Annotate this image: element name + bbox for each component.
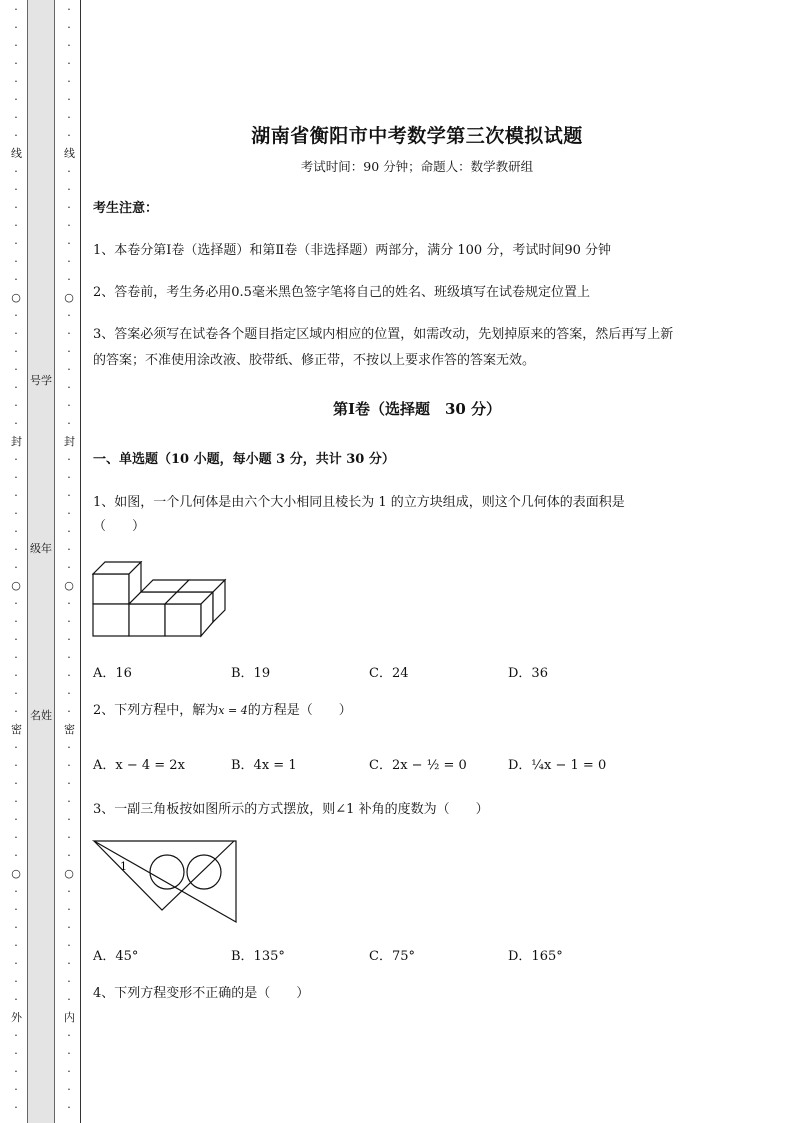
binding-dot: · [67,543,71,556]
binding-dot: · [67,255,71,268]
binding-dot: · [14,921,18,934]
binding-dot: · [67,921,71,934]
binding-dot: · [67,741,71,754]
binding-dot: · [14,219,18,232]
binding-dot: · [67,381,71,394]
binding-dot: · [67,75,71,88]
binding-dot: · [14,525,18,538]
binding-dot: · [14,813,18,826]
binding-dot: · [67,1047,71,1060]
binding-dot: · [67,525,71,538]
binding-dot: · [14,129,18,142]
q1-option-b[interactable]: B．19 [231,666,271,681]
q1-option-d[interactable]: D．36 [508,666,548,681]
binding-dot: · [14,381,18,394]
binding-mark: ○ [64,867,74,880]
binding-dot: · [14,687,18,700]
binding-dot: · [67,345,71,358]
binding-dot: · [14,489,18,502]
binding-dot: · [14,57,18,70]
binding-dot: · [67,1083,71,1096]
binding-dot: · [67,39,71,52]
binding-dot: · [14,273,18,286]
binding-dot: · [14,777,18,790]
binding-dot: · [67,795,71,808]
binding-dot: · [14,1029,18,1042]
binding-dot: · [14,633,18,646]
binding-dot: · [67,237,71,250]
binding-dot: · [14,543,18,556]
binding-dot: · [14,201,18,214]
q3-option-d[interactable]: D．165° [508,949,563,964]
binding-mark: ○ [64,291,74,304]
notice-item-3: 3、答案必须写在试卷各个题目指定区域内相应的位置，如需改动，先划掉原来的答案，然后再写上新 [93,327,674,342]
q3-option-b[interactable]: B．135° [231,949,285,964]
binding-dot: · [14,795,18,808]
binding-dot: · [67,1101,71,1114]
binding-dot: · [14,237,18,250]
binding-dot: · [14,903,18,916]
binding-dot: · [67,219,71,232]
page-title: 湖南省衡阳市中考数学第三次模拟试题 [251,125,583,147]
q2-option-b[interactable]: B．4x = 1 [231,758,297,773]
binding-dot: · [14,255,18,268]
binding-dot: · [14,831,18,844]
binding-dot: · [14,885,18,898]
binding-dot: · [67,615,71,628]
binding-mark: ○ [11,291,21,304]
binding-mark: 线 [11,147,22,160]
binding-dot: · [67,903,71,916]
q2-stem-math: x = 4 [218,704,248,717]
binding-mark: ○ [11,579,21,592]
binding-dot: · [67,669,71,682]
question-4-stem: 4、下列方程变形不正确的是（ ） [93,986,310,1001]
binding-dot: · [14,39,18,52]
binding-dot: · [14,957,18,970]
binding-dot: · [67,687,71,700]
binding-dot: · [67,957,71,970]
binding-dot: · [14,1047,18,1060]
binding-mark: 密 [64,723,75,736]
binding-mark: ○ [11,867,21,880]
binding-dot: · [14,651,18,664]
binding-dot: · [14,165,18,178]
binding-dot: · [14,561,18,574]
part-title: 一、单选题（10 小题，每小题 3 分，共计 30 分） [93,452,395,467]
binding-dot: · [67,273,71,286]
binding-dot: · [14,975,18,988]
strip-label-number: 号学 [30,374,52,387]
binding-dot: · [67,417,71,430]
binding-dot: · [67,507,71,520]
binding-dot: · [67,399,71,412]
binding-dot: · [14,471,18,484]
binding-dot: · [14,75,18,88]
binding-dot: · [67,705,71,718]
binding-dot: · [67,831,71,844]
binding-dot: · [67,453,71,466]
binding-mark: 封 [11,435,22,448]
binding-dot: · [67,759,71,772]
binding-dot: · [14,1083,18,1096]
binding-dot: · [67,201,71,214]
q3-option-c[interactable]: C．75° [369,949,415,964]
binding-dot: · [14,669,18,682]
binding-dot: · [67,57,71,70]
binding-dot: · [67,309,71,322]
notice-item-2: 2、答卷前，考生务必用0.5毫米黑色签字笔将自己的姓名、班级填写在试卷规定位置上 [93,285,590,300]
binding-dot: · [14,759,18,772]
binding-dot: · [14,21,18,34]
binding-dot: · [14,705,18,718]
notice-heading: 考生注意： [93,201,159,216]
binding-dot: · [67,327,71,340]
binding-dot: · [67,993,71,1006]
binding-dot: · [67,849,71,862]
binding-dot: · [14,327,18,340]
binding-dot: · [14,849,18,862]
binding-mark: 封 [64,435,75,448]
binding-dot: · [14,3,18,16]
binding-dot: · [67,1065,71,1078]
binding-dot: · [14,615,18,628]
q2-option-d[interactable]: D．¼x − 1 = 0 [508,758,607,773]
q2-stem-post: 的方程是（ ） [247,703,352,718]
triangle-set-figure [92,838,240,926]
binding-dot: · [14,363,18,376]
section-title: 第Ⅰ卷（选择题 30 分） [332,400,502,418]
binding-dot: · [67,561,71,574]
binding-mark: ○ [64,579,74,592]
binding-dot: · [14,993,18,1006]
binding-dot: · [67,975,71,988]
q1-option-a[interactable]: A．16 [93,666,132,681]
binding-dot: · [14,345,18,358]
binding-mark: 外 [11,1011,22,1024]
binding-dot: · [14,1101,18,1114]
binding-dot: · [14,309,18,322]
binding-dot: · [67,939,71,952]
binding-dot: · [67,885,71,898]
cube-figure [92,561,232,641]
binding-dot: · [67,489,71,502]
binding-dot: · [67,93,71,106]
binding-dot: · [67,777,71,790]
binding-dot: · [14,741,18,754]
binding-dot: · [14,111,18,124]
binding-dot: · [67,813,71,826]
question-1-stem: 1、如图，一个几何体是由六个大小相同且棱长为 1 的立方块组成，则这个几何体的表面积是 [93,495,625,510]
strip-label-grade: 级年 [30,542,52,555]
question-3-stem: 3、一副三角板按如图所示的方式摆放，则∠1 补角的度数为（ ） [93,802,489,817]
binding-dot: · [67,651,71,664]
binding-dot: · [67,1029,71,1042]
binding-dot: · [67,471,71,484]
binding-mark: 内 [64,1011,75,1024]
binding-dot: · [67,183,71,196]
binding-dot: · [67,21,71,34]
binding-dot: · [67,3,71,16]
binding-dot: · [14,939,18,952]
binding-dot: · [14,597,18,610]
q1-option-c[interactable]: C．24 [369,666,409,681]
binding-mark: 线 [64,147,75,160]
binding-dot: · [14,507,18,520]
binding-dot: · [67,363,71,376]
notice-item-1: 1、本卷分第Ⅰ卷（选择题）和第Ⅱ卷（非选择题）两部分，满分 100 分，考试时间90 分钟 [93,243,611,258]
q2-option-a[interactable]: A．x − 4 = 2x [93,758,185,773]
q3-option-a[interactable]: A．45° [93,949,139,964]
binding-mark: 密 [11,723,22,736]
binding-dot: · [14,183,18,196]
binding-dot: · [14,399,18,412]
binding-dot: · [67,129,71,142]
question-2-stem [93,698,352,724]
binding-dot: · [67,165,71,178]
exam-info: 考试时间：90 分钟；命题人：数学教研组 [300,159,534,174]
q2-stem-pre: 2、下列方程中，解为 [93,703,219,718]
binding-dot: · [14,417,18,430]
binding-dot: · [14,93,18,106]
notice-item-3-cont: 的答案；不准使用涂改液、胶带纸、修正带，不按以上要求作答的答案无效。 [93,353,536,368]
q2-option-c[interactable]: C．2x − ½ = 0 [369,758,467,773]
strip-label-name: 名姓 [30,709,52,722]
binding-dot: · [14,1065,18,1078]
binding-dot: · [67,633,71,646]
binding-dot: · [67,111,71,124]
question-1-stem-cont: （ ） [93,519,146,534]
binding-dot: · [14,453,18,466]
binding-dot: · [67,597,71,610]
angle-1-label: 1 [120,860,127,873]
